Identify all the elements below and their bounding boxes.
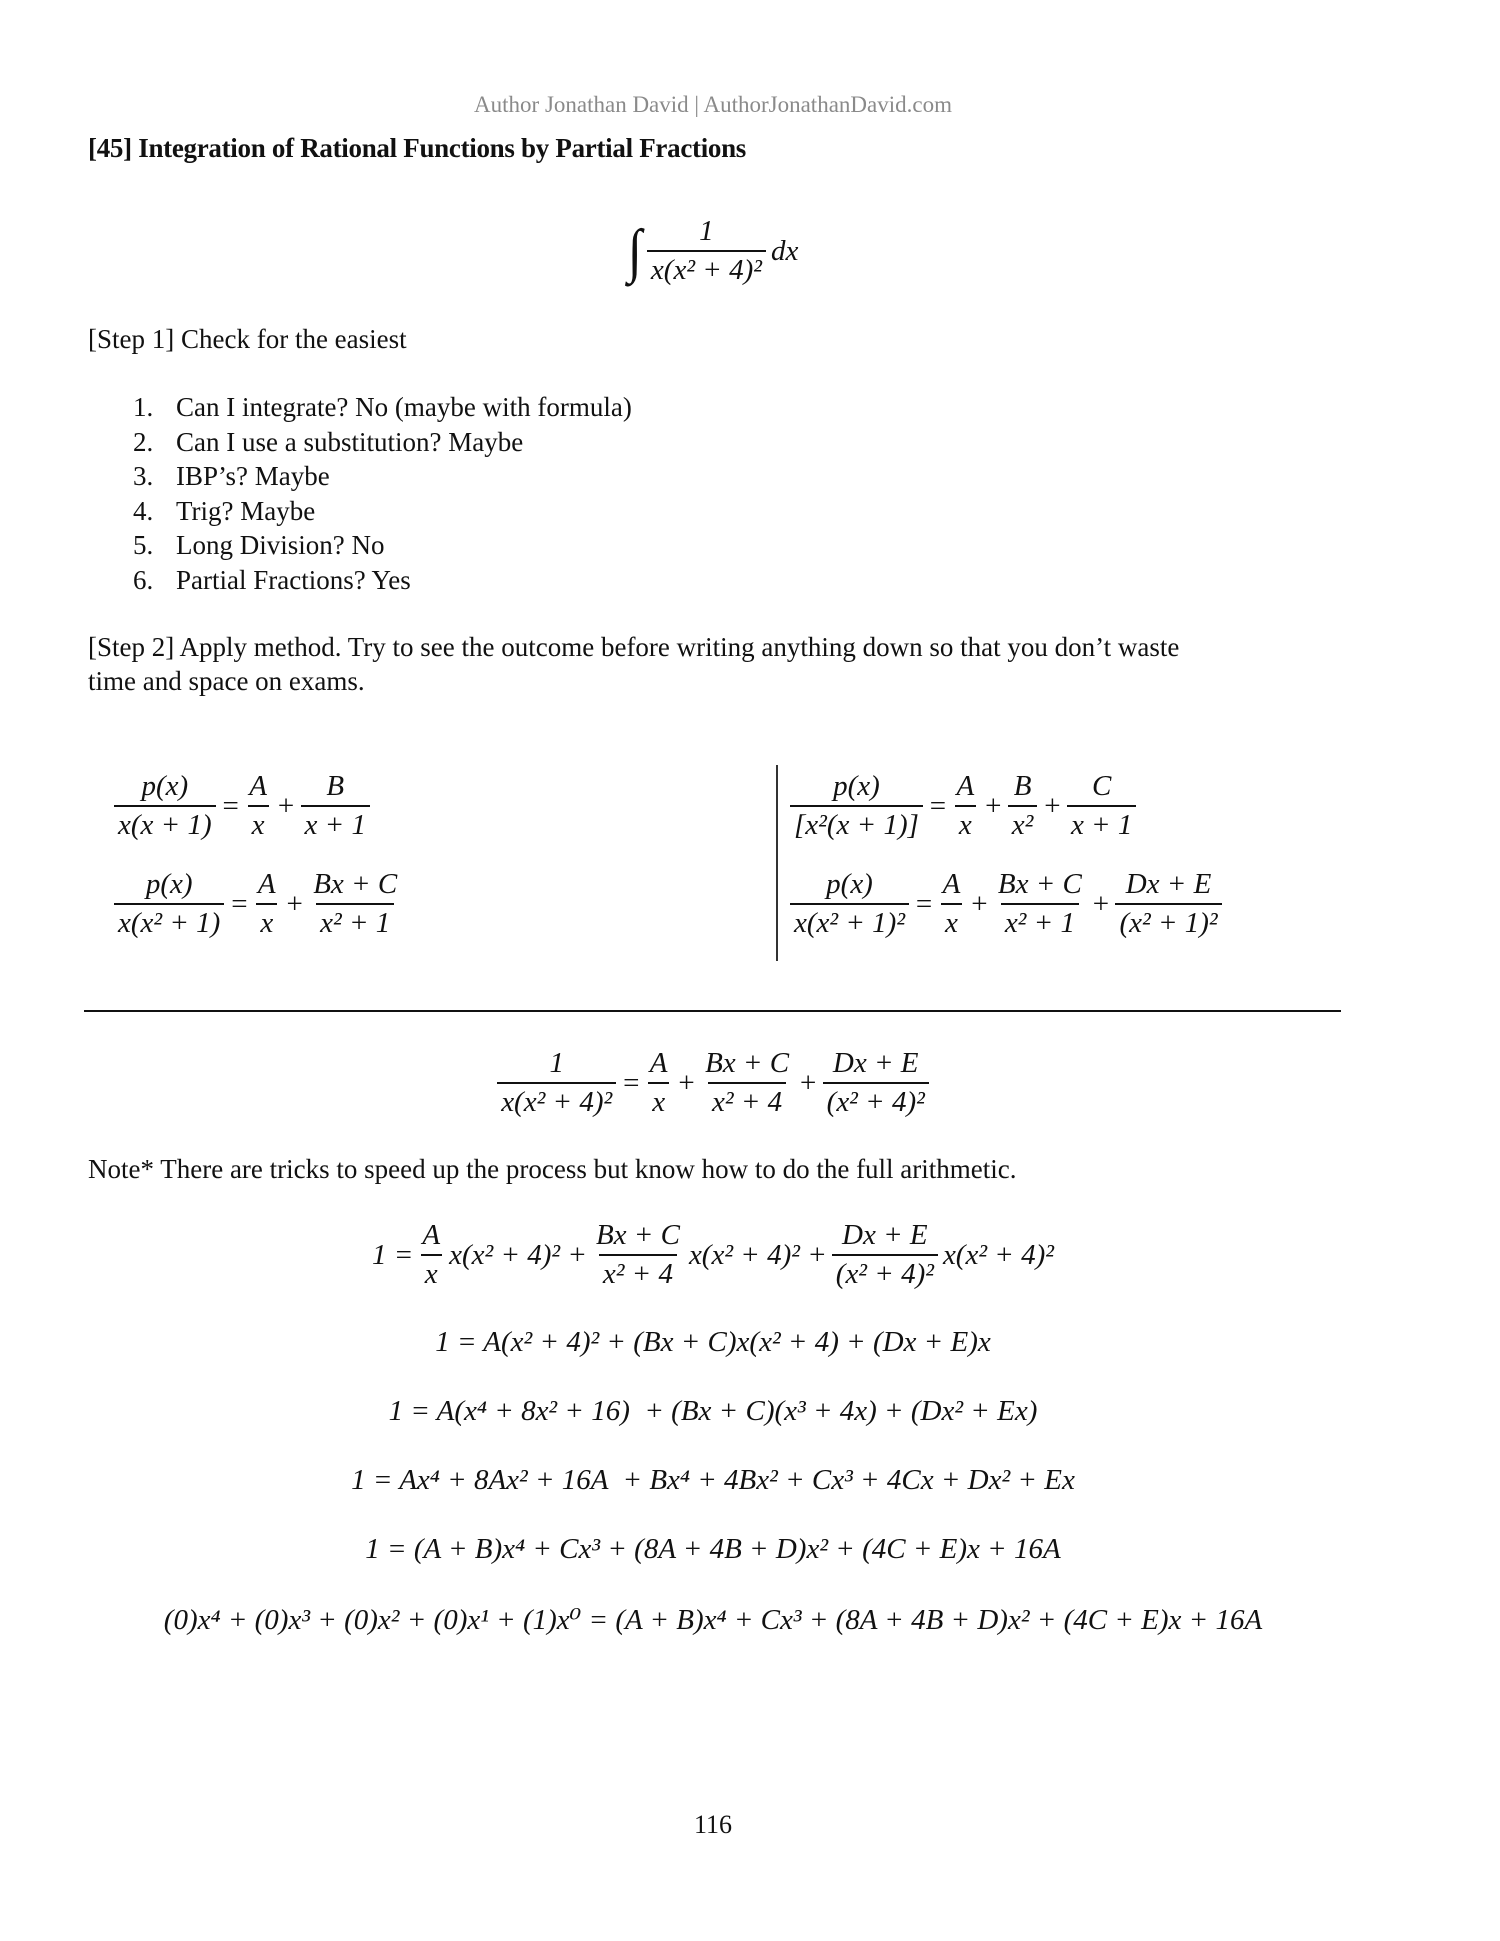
numerator: p(x) [141,770,189,802]
fraction [952,770,978,843]
fraction [823,1047,929,1120]
equation-line-2: 1 = A(x⁴ + 8x² + 16) + (Bx + C)(x³ + 4x) + (Dx² + Ex) [388,1395,1038,1427]
math-text: x(x² + 4)² [942,1238,1054,1271]
numerator: B [326,770,345,802]
fraction [418,1219,444,1292]
fraction [301,770,370,843]
denominator: x(x + 1) [114,805,216,842]
denominator: x(x² + 1)² [790,903,909,940]
denominator: x [648,1082,669,1119]
fraction [939,868,965,941]
list-number: 2. [133,426,154,457]
page-number: 116 [693,1810,733,1839]
numerator: p(x) [145,868,193,900]
equation-line-5: (0)x⁴ + (0)x³ + (0)x² + (0)x¹ + (1)x⁰ = (A + B)x⁴ + Cx³ + (8A + 4B + D)x² + (4C + E)x + 16A [163,1604,1263,1636]
numerator: Bx + C [595,1219,680,1251]
list-item [133,390,632,425]
denominator: (x² + 4)² [832,1254,938,1291]
example-equation-4 [788,868,1224,941]
fraction [254,868,280,941]
integral-sign: ∫ [627,218,642,285]
list-item [133,563,632,598]
fraction [701,1047,793,1120]
denominator: (x² + 1)² [1115,903,1221,940]
numerator: Bx + C [997,868,1082,900]
math-text: + [969,887,989,920]
fraction [309,868,401,941]
list-number: 6. [133,564,154,595]
math-text: = [927,789,948,822]
step1-heading: [Step 1] Check for the easiest [88,324,407,354]
math-text: + [1090,887,1111,920]
fraction [790,868,909,941]
numerator: Bx + C [705,1047,790,1079]
denominator: x² + 4 [708,1082,786,1119]
fraction [114,868,224,941]
column-divider [776,765,778,961]
note-text: Note* There are tricks to speed up the process but know how to do the full arithmetic. [88,1154,1017,1184]
horizontal-divider [84,1010,1341,1012]
list-number: 5. [133,530,154,560]
math-text: x(x² + 4)² + [449,1238,587,1271]
math-text: = [621,1066,641,1099]
numerator: A [956,770,975,802]
math-text: = [914,887,934,920]
multiplied-equation [0,1219,1426,1292]
math-text: + [983,789,1003,822]
denominator: x + 1 [1067,805,1136,842]
numerator: A [649,1047,668,1079]
math-text: + [1042,789,1062,822]
math-text: x(x² + 4)² + [688,1238,827,1271]
list-item [133,528,632,563]
list-text: Long Division? No [176,530,385,560]
fraction [790,770,923,843]
equation-line-3: 1 = Ax⁴ + 8Ax² + 16A + Bx⁴ + 4Bx² + Cx³ + 4Cx + Dx² + Ex [351,1464,1075,1496]
fraction [832,1219,938,1292]
denominator: x [248,805,269,842]
denominator: x² + 1 [1001,903,1079,940]
example-equation-1 [112,770,372,843]
denominator: [x²(x + 1)] [790,805,923,842]
denominator: x [421,1254,442,1291]
denominator: x + 1 [301,805,370,842]
list-text: IBP’s? Maybe [176,461,330,491]
numerator: A [942,868,961,900]
math-text: + [798,1066,818,1099]
list-number: 3. [133,461,154,491]
example-equation-2 [112,868,403,941]
denominator: x [955,805,976,842]
list-item [133,459,632,494]
fraction [1115,868,1221,941]
numerator: A [257,868,276,900]
list-item [133,425,632,460]
numerator: B [1013,770,1032,802]
denominator: x(x² + 4)² [497,1082,616,1119]
numerator: Dx + E [842,1219,928,1251]
fraction [114,770,216,843]
math-text: = [220,789,241,822]
math-text: dx [770,234,799,267]
list-text: Can I integrate? No (maybe with formula) [176,392,632,422]
numerator: 1 [699,215,714,247]
denominator: x² + 1 [316,903,394,940]
fraction [497,1047,616,1120]
numerator: A [249,770,267,802]
fraction [646,1047,672,1120]
example-equation-3 [788,770,1138,843]
fraction [592,1219,684,1292]
denominator: x [941,903,962,940]
checklist [133,390,632,597]
equation-line-1: 1 = A(x² + 4)² + (Bx + C)x(x² + 4) + (Dx + E)x [435,1326,991,1358]
numerator: A [422,1219,441,1251]
list-text: Partial Fractions? Yes [176,564,411,595]
math-text: = [229,887,249,920]
list-number: 1. [133,392,154,422]
denominator: x² [1008,805,1038,842]
fraction [647,215,766,288]
numerator: Bx + C [313,868,398,900]
list-text: Trig? Maybe [176,495,316,526]
numerator: Dx + E [1125,868,1212,900]
integral-expression [0,215,1426,288]
math-text: + [676,1066,697,1099]
fraction [994,868,1086,941]
math-text: + [284,887,305,920]
fraction [1008,770,1038,843]
list-item [133,494,632,529]
step2-line-1: [Step 2] Apply method. Try to see the outcome before writing anything down so that you don’t waste [88,632,1180,662]
math-text: + [275,789,296,822]
fraction [1067,770,1136,843]
denominator: x(x² + 1) [114,903,224,940]
equation-line-4: 1 = (A + B)x⁴ + Cx³ + (8A + 4B + D)x² + (4C + E)x + 16A [365,1533,1061,1565]
numerator: Dx + E [832,1047,919,1079]
list-text: Can I use a substitution? Maybe [176,426,524,457]
denominator: x(x² + 4)² [647,250,766,287]
denominator: x² + 4 [599,1254,677,1291]
denominator: (x² + 4)² [823,1082,929,1119]
denominator: x [256,903,277,940]
main-decomposition-equation [0,1047,1426,1120]
step2-line-2: time and space on exams. [88,666,365,696]
section-title: [45] Integration of Rational Functions by Partial Fractions [88,133,747,163]
numerator: 1 [549,1047,564,1079]
fraction [245,770,271,843]
numerator: C [1091,770,1112,802]
list-number: 4. [133,495,154,526]
numerator: p(x) [833,770,880,802]
page-header: Author Jonathan David | AuthorJonathanDavid.com [474,92,952,117]
numerator: p(x) [826,868,873,900]
math-text: 1 = [372,1238,414,1271]
